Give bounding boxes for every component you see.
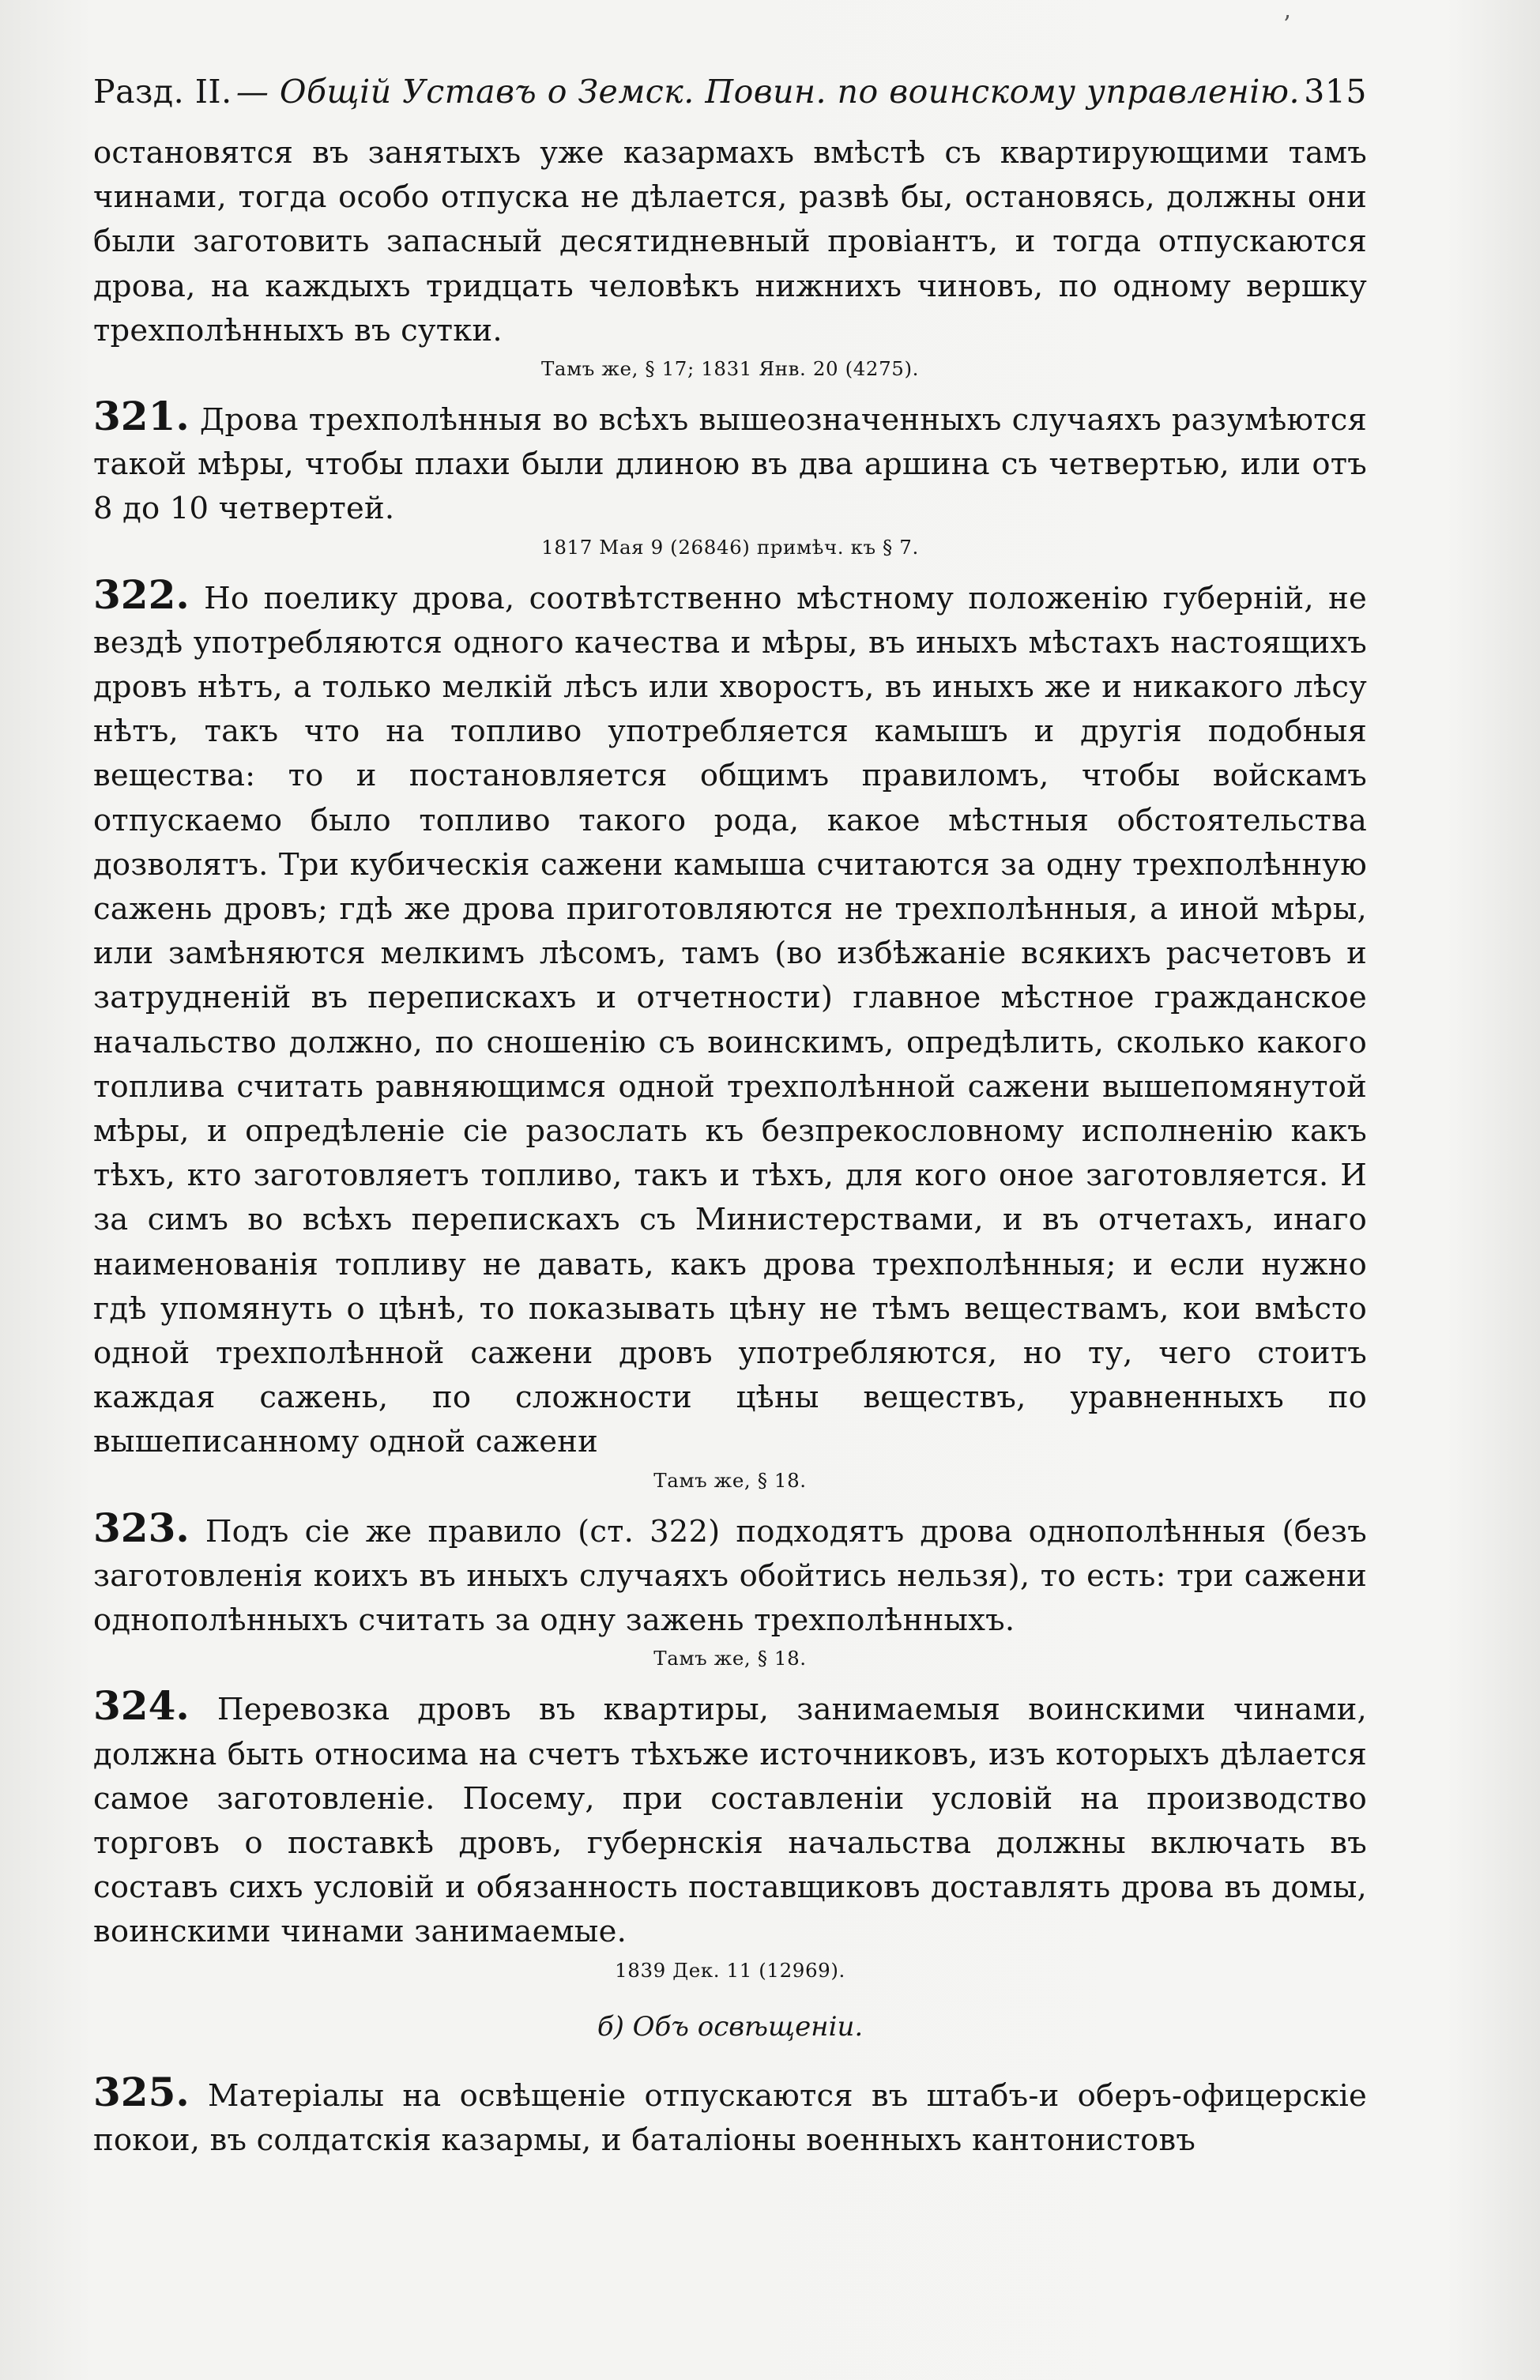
article-citation: 1839 Дек. 11 (12969). — [615, 1958, 845, 1982]
article-number: 324. — [93, 1682, 190, 1730]
article-number: 325. — [93, 2068, 190, 2115]
article-text: Но поелику дрова, соотвѣтственно мѣстному положенію губерній, не вездѣ употребляются одного качества и мѣры, въ иныхъ мѣстахъ настоящихъ дровъ нѣтъ, а только мелкій лѣсъ или хворостъ, въ иныхъ же и никакого лѣсу нѣтъ, такъ что на топливо употребляется камышъ и другія подобныя вещества: то и постановляется общимъ правиломъ, чтобы войскамъ отпускаемо было топливо такого рода, какое мѣстныя обстоятельства дозволятъ. Три кубическія сажени камыша считаются за одну трехполѣнную сажень дровъ; гдѣ же дрова приготовляются не трехполѣнныя, а иной мѣры, или замѣняются мелкимъ лѣсомъ, тамъ (во избѣжаніе всякихъ расчетовъ и затрудненій въ перепискахъ и отчетности) главное мѣстное гражданское начальство должно, по сношенію съ воинскимъ, опредѣлить, сколько какого топлива считать равняющимся одной трехполѣнной сажени вышепомянутой мѣры, и опредѣленіе сіе разослать къ безпрекословному исполненію какъ тѣхъ, кто заготовляетъ топливо, такъ и тѣхъ, для кого оное заготовляется. И за симъ во всѣхъ перепискахъ съ Министерствами, и въ отчетахъ, инаго наименованія топливу не давать, какъ дрова трехполѣнныя; и если нужно гдѣ упомянуть о цѣнѣ, то показывать цѣну не тѣмъ веществамъ, кои вмѣсто одной трехполѣнной сажени дровъ употребляются, но ту, чего стоитъ каждая сажень, по сложности цѣны веществъ, уравненныхъ по вышеписанному одной сажени — [93, 580, 1367, 1460]
article-322 — [93, 573, 1367, 1495]
article-number: 322. — [93, 571, 190, 618]
header-title: — Общій Уставъ о Земск. Повин. по воинскому управленію. — [235, 73, 1300, 111]
subsection-heading: б) Объ освѣщеніи. — [597, 2010, 864, 2043]
article-text: Подъ сіе же правило (ст. 322) подходятъ дрова однополѣнныя (безъ заготовленія коихъ въ иныхъ случаяхъ обойтись нельзя), то есть: три сажени однополѣнныхъ считать за одну зажень трехполѣнныхъ. — [93, 1513, 1367, 1639]
article-number: 321. — [93, 393, 190, 440]
article-text: Дрова трехполѣнныя во всѣхъ вышеозначенныхъ случаяхъ разумѣются такой мѣры, чтобы плахи были длиною въ два аршина съ четвертью, или отъ 8 до 10 четвертей. — [93, 402, 1367, 527]
article-number: 323. — [93, 1504, 190, 1551]
header-part: Разд. II. — [93, 73, 232, 111]
article-321 — [93, 394, 1367, 562]
article-text: Матеріалы на освѣщеніе отпускаются въ штабъ-и оберъ-офицерскіе покои, въ солдатскія казармы, и баталіоны военныхъ кантонистовъ — [93, 2077, 1367, 2158]
article-323 — [93, 1506, 1367, 1674]
intro-citation: Тамъ же, § 17; 1831 Янв. 20 (4275). — [540, 357, 920, 381]
article-325 — [93, 2070, 1367, 2163]
page-number: 315 — [1304, 73, 1367, 111]
page-speck: ’ — [1283, 11, 1291, 39]
article-324 — [93, 1684, 1367, 1984]
article-citation: 1817 Мая 9 (26846) примѣч. къ § 7. — [541, 535, 919, 559]
running-header — [93, 73, 1367, 111]
text-column — [93, 73, 1367, 2163]
article-citation: Тамъ же, § 18. — [653, 1468, 807, 1492]
intro-paragraph: остановятся въ занятыхъ уже казармахъ вмѣстѣ съ квартирующими тамъ чинами, тогда особо отпуска не дѣлается, развѣ бы, остановясь, должны они были заготовить запасный десятидневный провіантъ, и тогда отпускаются дрова, на каждыхъ тридцать человѣкъ нижнихъ чиновъ, по одному вершку трехполѣнныхъ въ сутки. — [93, 135, 1367, 348]
article-citation: Тамъ же, § 18. — [653, 1647, 807, 1670]
article-text: Перевозка дровъ въ квартиры, занимаемыя воинскими чинами, должна быть относима на счетъ тѣхъже источниковъ, изъ которыхъ дѣлается самое заготовленіе. Посему, при составленіи условій на производство торговъ о поставкѣ дровъ, губернскія начальства должны включать въ составъ сихъ условій и обязанность поставщиковъ доставлять дрова въ домы, воинскими чинами занимаемые. — [93, 1692, 1367, 1950]
